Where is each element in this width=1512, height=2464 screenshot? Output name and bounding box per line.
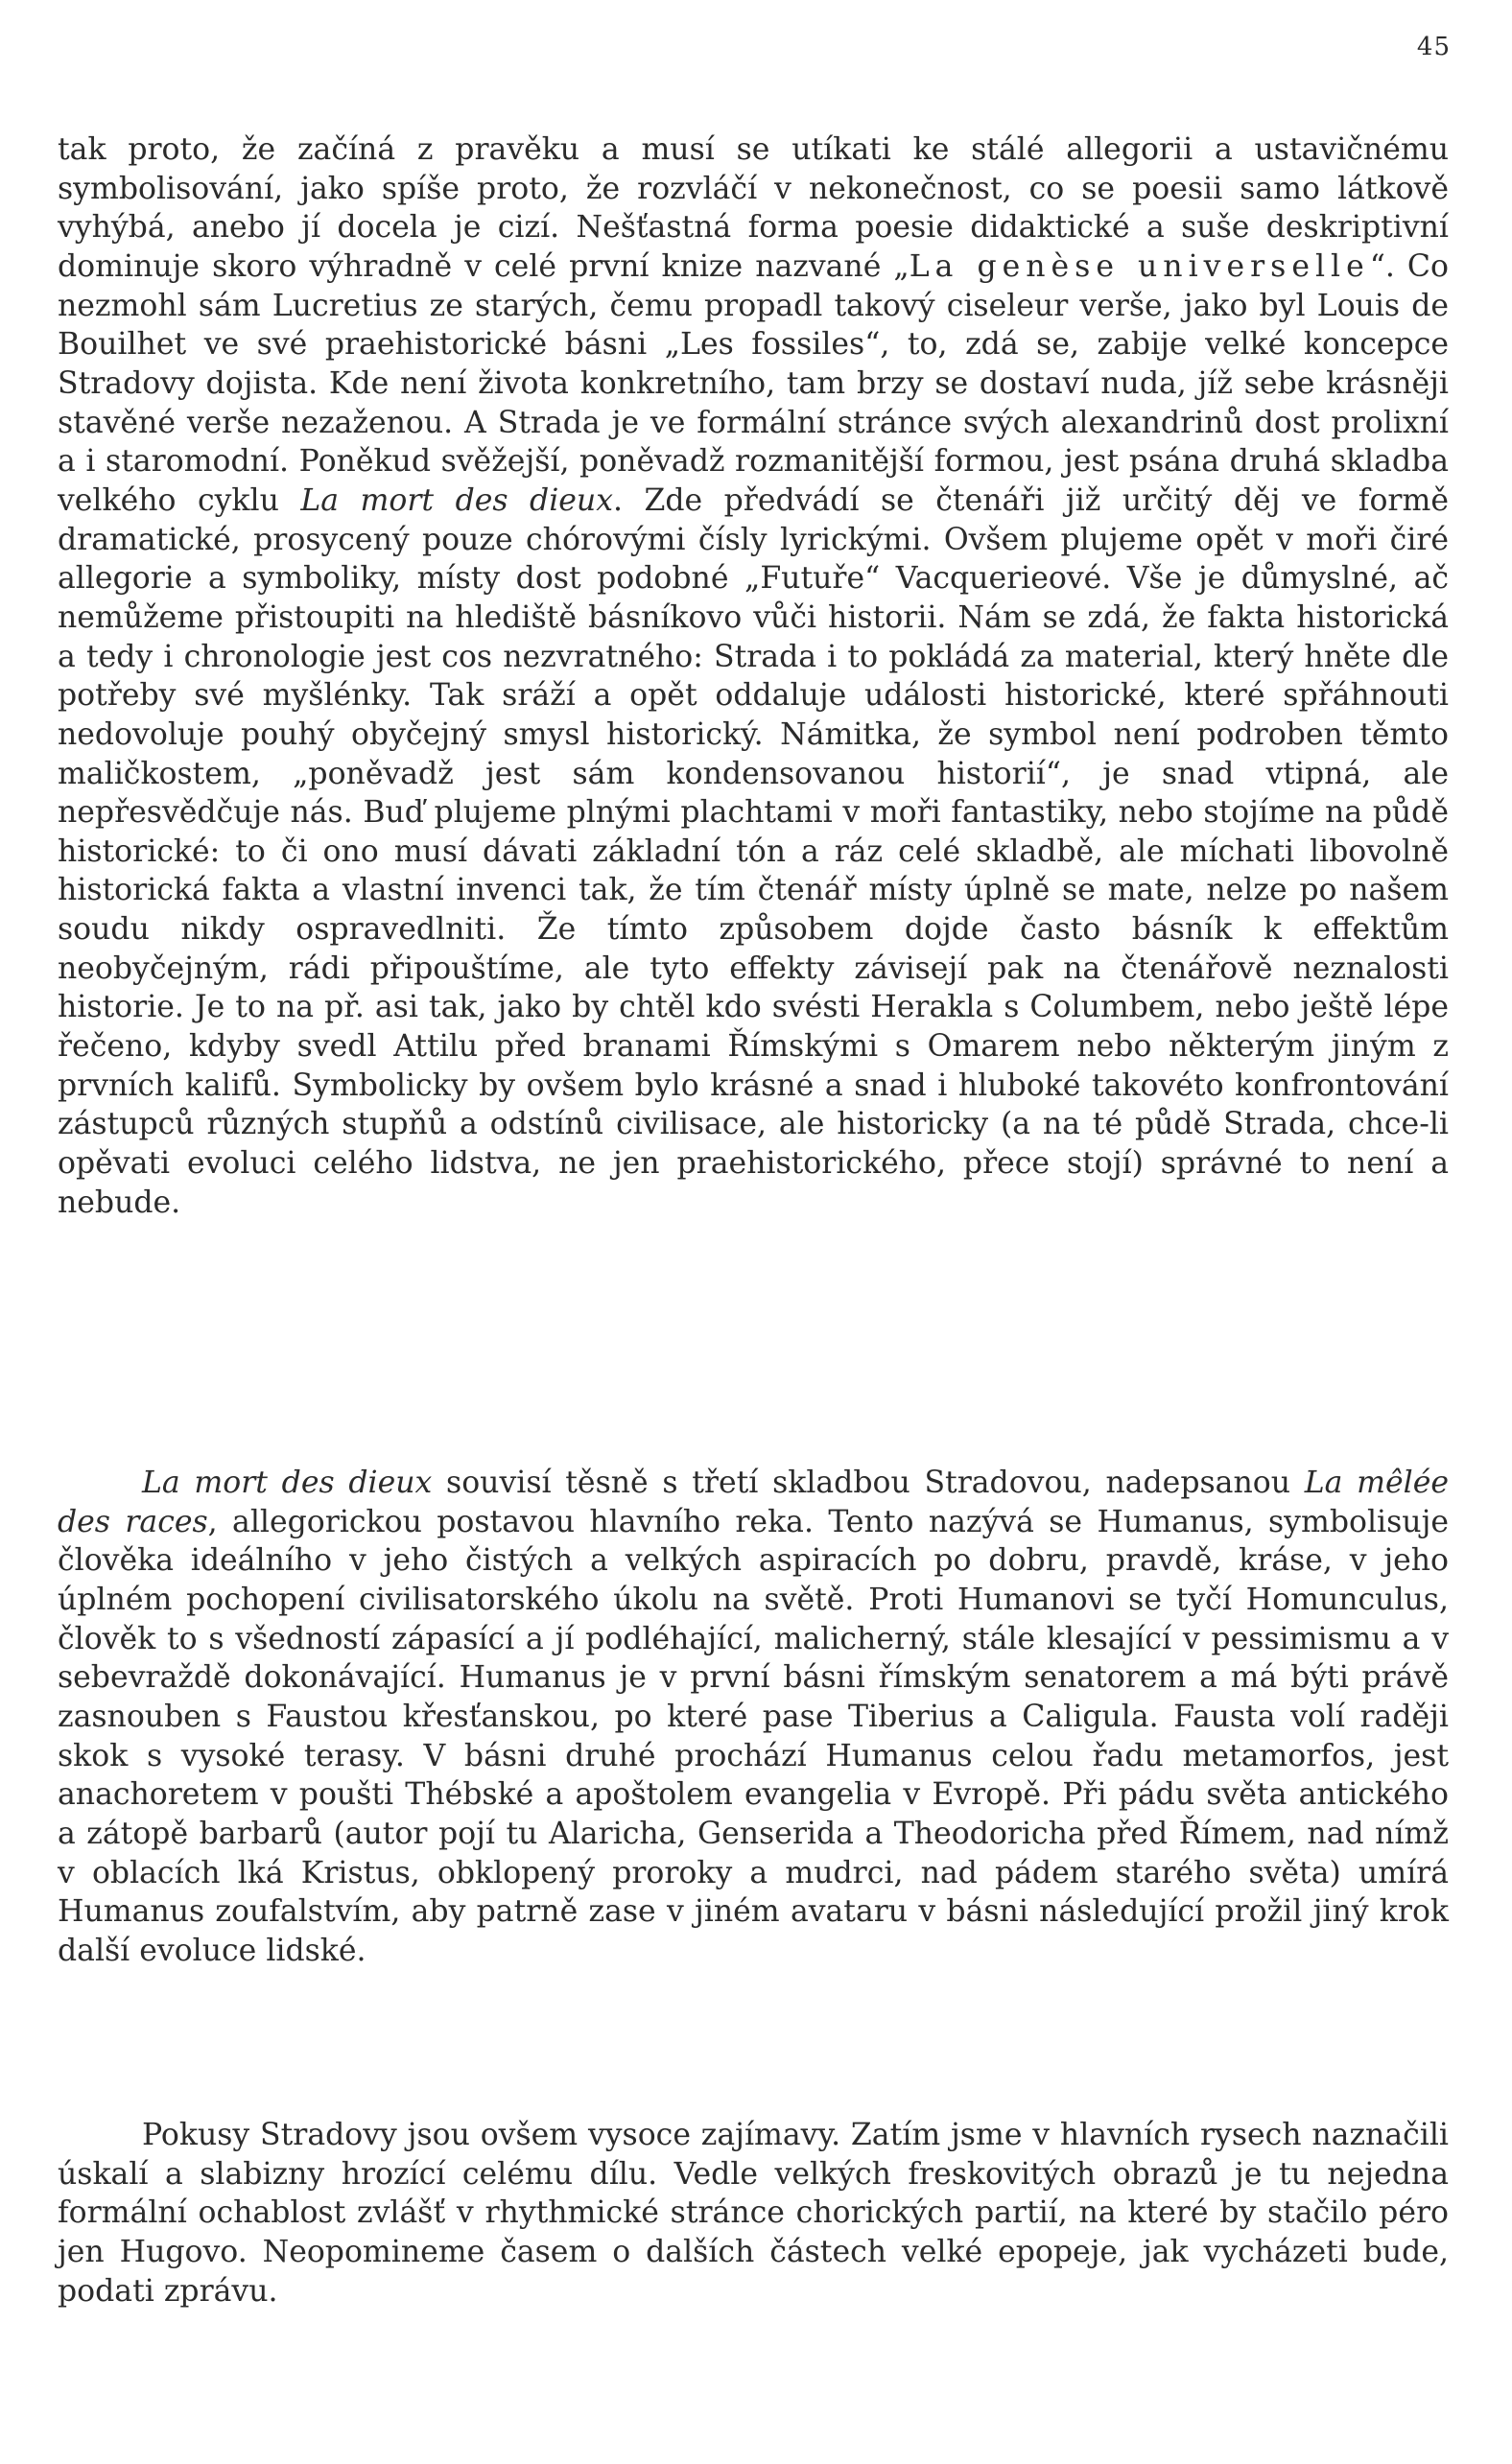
paragraph-2 (58, 1464, 1449, 1971)
paragraph-3 (58, 2116, 1449, 2311)
page-number: 45 (1416, 33, 1451, 61)
book-title-la-melee-des-races: La mêlée des races (58, 1466, 1449, 1539)
text-segment: “. Co nezmohl sám Lucretius ze starých, čemu propadl takový ciseleur verše, jako byl Louis de Bouilhet ve své praehistorické básni „Les fossiles“, to, zdá se, zabije velké koncepce Stradovy dojista. Kde není života konkretního, tam brzy se dostaví nuda, jíž sebe krásněji stavěné verše nezaženou. A Strada je ve formální stránce svých alexandrinů dost prolixní a i staromodní. Poněkud svěžejší, poněvadž rozmanitější formou, jest psána druhá skladba velkého cyklu (58, 248, 1449, 518)
text-segment: souvisí těsně s třetí skladbou Stradovou, nadepsanou (432, 1466, 1305, 1500)
paragraph-1 (58, 130, 1449, 1222)
book-title-la-mort-des-dieux: La mort des dieux (142, 1466, 433, 1500)
text-segment: . Zde předvádí se čtenáři již určitý děj ve formě dramatické, prosycený pouze chórovými čísly lyrickými. Ovšem plujeme opět v moři čiré allegorie a symboliky, místy dost podobné „Futuře“ Vacquerieové. Vše je důmyslné, ač nemůžeme přistoupiti na hlediště básníkovo vůči historii. Nám se zdá, že fakta historická a tedy i chronologie jest cos nezvratného: Strada i to pokládá za material, který hněte dle potřeby své myšlénky. Tak sráží a opět oddaluje události historické, které spřáhnouti nedovoluje pouhý obyčejný smysl historický. Námitka, že symbol není podroben těmto maličkostem, „poněvadž jest sám kondensovanou historií“, je snad vtipná, ale nepřesvědčuje nás. Buď plujeme plnými plachtami v moři fantastiky, nebo stojíme na půdě historické: to či ono musí dávati základní tón a ráz celé skladbě, ale míchati libovolně historická fakta a vlastní invenci tak, že tím čtenář místy úplně se mate, nelze po našem soudu nikdy ospravedlniti. Že tímto způsobem dojde často básník k effektům neobyčejným, rádi připouštíme, ale tyto effekty závisejí pak na čtenářově neznalosti historie. Je to na př. asi tak, jako by chtěl kdo svésti Herakla s Columbem, nebo ještě lépe řečeno, kdyby svedl Attilu před branami Římskými s Omarem nebo některým jiným z prvních kalifů. Symbolicky by ovšem bylo krásné a snad i hluboké takovéto konfrontování zástupců různých stupňů a odstínů civilisace, ale historicky (a na té půdě Strada, chce-li opěvati evoluci celého lidstva, ne jen praehistorického, přece stojí) správné to není a nebude. (58, 482, 1449, 1220)
book-title-la-mort-des-dieux: La mort des dieux (300, 482, 613, 518)
book-title-la-genese-universelle: La genèse universelle (909, 248, 1370, 284)
text-segment: tak proto, že začíná z pravěku a musí se utíkati ke stálé allegorii a ustavičnému symbolisování, jako spíše proto, že rozvláčí v nekonečnost, co se poesii samo látkově vyhýbá, anebo jí docela je cizí. Nešťastná forma poesie didaktické a suše deskriptivní dominuje skoro výhradně v celé první knize nazvané „ (58, 132, 1449, 284)
text-segment: Pokusy Stradovy jsou ovšem vysoce zajímavy. Zatím jsme v hlavních rysech naznačili úskalí a slabizny hrozící celému dílu. Vedle velkých freskovitých obrazů je tu nejedna formální ochablost zvlášť v rhythmické stránce chorických partií, na které by stačilo péro jen Hugovo. Neopomineme časem o dalších částech velké epopeje, jak vycházeti bude, podati zprávu. (58, 2118, 1449, 2309)
text-segment: , allegorickou postavou hlavního reka. Tento nazývá se Humanus, symbolisuje člověka ideálního v jeho čistých a velkých aspiracích po dobru, pravdě, kráse, v jeho úplném pochopení civilisatorského úkolu na světě. Proti Humanovi se tyčí Homunculus, člověk to s všedností zápasící a jí podléhající, malicherný, stále klesající v pessimismu a v sebevraždě dokonávající. Humanus je v první básni římským senatorem a má býti právě zasnouben s Faustou křesťanskou, po které pase Tiberius a Caligula. Fausta volí raději skok s vysoké terasy. V básni druhé prochází Humanus celou řadu metamorfos, jest anachoretem v poušti Thébské a apoštolem evangelia v Evropě. Při pádu světa antického a zátopě barbarů (autor pojí tu Alaricha, Genserida a Theodoricha před Římem, nad nímž v oblacích lká Kristus, obklopený proroky a mudrci, nad pádem starého světa) umírá Humanus zoufalstvím, aby patrně zase v jiném avataru v básni následující prožil jiný krok další evoluce lidské. (58, 1504, 1449, 1968)
